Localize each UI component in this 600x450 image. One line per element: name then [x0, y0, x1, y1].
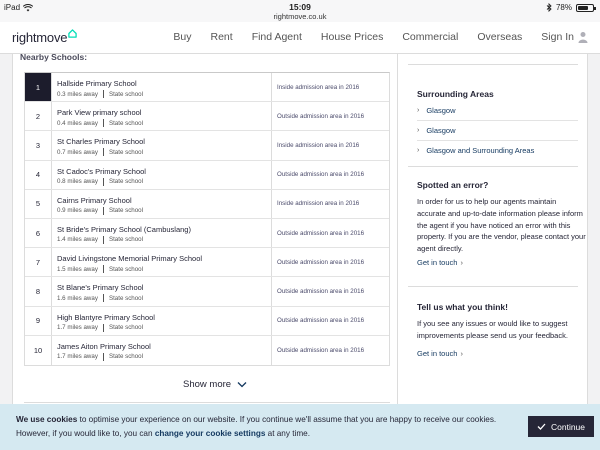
nav-sign-in[interactable]: Sign In — [541, 31, 574, 43]
school-name: St Cadoc's Primary School — [57, 166, 146, 176]
school-distance: 1.4 miles away — [57, 236, 98, 244]
school-rank: 2 — [25, 102, 52, 130]
cookie-banner — [0, 404, 600, 450]
admission-status: Outside admission area in 2016 — [277, 229, 365, 237]
school-name: Hallside Primary School — [57, 79, 137, 88]
school-distance: 1.7 miles away — [57, 324, 98, 331]
table-row[interactable] — [25, 307, 389, 336]
admission-status: Inside admission area in 2016 — [277, 83, 360, 91]
main-nav — [154, 31, 588, 43]
school-rank: 9 — [25, 307, 52, 335]
table-row[interactable] — [25, 102, 389, 131]
nav-house-prices[interactable]: House Prices — [320, 31, 384, 43]
admission-status: Outside admission area in 2016 — [277, 112, 365, 120]
cookie-continue-button[interactable]: Continue — [528, 416, 594, 437]
spotted-error-title: Spotted an error? — [417, 180, 489, 190]
battery-percent: 78% — [555, 3, 572, 12]
device-name: iPad — [4, 3, 21, 12]
clock: 15:09 — [289, 2, 311, 12]
get-in-touch-link[interactable]: Get in touch › — [417, 258, 463, 267]
school-name: St Bride's Primary School (Cambuslang) — [57, 224, 191, 234]
school-distance: 0.4 miles away — [57, 119, 98, 127]
feedback-text: If you see any issues or would like to suggest improvements please send us your feedback. — [417, 319, 568, 340]
school-type: State school — [108, 90, 143, 98]
divider — [408, 286, 578, 287]
school-rank: 3 — [25, 131, 52, 159]
school-rank: 7 — [25, 248, 52, 276]
chevron-right-icon: › — [417, 147, 420, 154]
admission-status: Outside admission area in 2016 — [277, 171, 365, 179]
chevron-right-icon: › — [460, 258, 463, 267]
school-type: State school — [108, 324, 143, 331]
nav-commercial[interactable]: Commercial — [402, 31, 459, 43]
school-type: State school — [108, 265, 143, 273]
admission-status: Inside admission area in 2016 — [277, 141, 360, 149]
school-distance: 0.8 miles away — [57, 178, 98, 186]
school-type: State school — [108, 178, 143, 186]
nav-overseas[interactable]: Overseas — [477, 31, 523, 43]
school-type: State school — [108, 207, 143, 215]
divider — [417, 120, 578, 121]
area-link-glasgow-surrounding[interactable]: › Glasgow and Surrounding Areas — [417, 146, 535, 155]
school-name: High Blantyre Primary School — [57, 312, 155, 322]
spotted-error-text: In order for us to help our agents maintain accurate and up-to-date information please inform the agent if you have noticed an error with this property. If you are the vendor, please contact your agent directly. — [417, 197, 586, 254]
house-logo-icon — [68, 29, 77, 38]
nearby-schools-title: Nearby Schools: — [20, 52, 88, 62]
feedback-title: Tell us what you think! — [417, 302, 508, 312]
divider — [408, 166, 578, 167]
chevron-down-icon — [237, 381, 247, 388]
school-rank: 6 — [25, 219, 52, 247]
divider — [417, 140, 578, 141]
admission-status: Outside admission area in 2016 — [277, 258, 365, 266]
area-link-glasgow[interactable]: › Glasgow — [417, 106, 456, 115]
site-header — [0, 22, 600, 54]
school-type: State school — [108, 236, 143, 244]
school-type: State school — [108, 294, 143, 302]
school-name: St Charles Primary School — [57, 137, 145, 147]
admission-status: Outside admission area in 2016 — [277, 317, 365, 325]
school-name: James Aiton Primary School — [57, 341, 151, 351]
cookie-message: We use cookies to optimise your experience on our website. If you continue we'll assume that you are happy to receive our cookies. However, if you would like to, you can change your cookie settings at any time. — [16, 415, 497, 438]
school-distance: 1.7 miles away — [57, 353, 98, 361]
chevron-right-icon: › — [417, 127, 420, 134]
show-more-label: Show more — [183, 379, 232, 390]
table-row[interactable] — [25, 277, 389, 306]
school-name: St Blane's Primary School — [57, 283, 144, 293]
table-row[interactable] — [25, 219, 389, 248]
show-more-button[interactable] — [183, 379, 247, 390]
get-in-touch-feedback-link[interactable]: Get in touch › — [417, 349, 463, 358]
battery-icon — [576, 4, 594, 12]
area-link-glasgow-2[interactable]: › Glasgow — [417, 126, 456, 135]
user-icon[interactable] — [578, 31, 588, 43]
school-type: State school — [108, 119, 143, 127]
admission-status: Inside admission area in 2016 — [277, 200, 360, 208]
address-bar-url[interactable]: rightmove.co.uk — [273, 12, 327, 21]
admission-status: Outside admission area in 2016 — [277, 346, 365, 354]
admission-status: Outside admission area in 2016 — [277, 287, 365, 295]
school-distance: 1.6 miles away — [57, 294, 98, 302]
table-row[interactable] — [25, 161, 389, 190]
nav-buy[interactable]: Buy — [173, 31, 192, 43]
school-rank: 1 — [25, 73, 52, 101]
school-name: Cairns Primary School — [57, 195, 132, 205]
school-name: David Livingstone Memorial Primary School — [57, 254, 203, 264]
school-distance: 0.9 miles away — [57, 207, 98, 215]
school-rank: 4 — [25, 161, 52, 189]
school-name: Park View primary school — [57, 108, 142, 118]
nav-find-agent[interactable]: Find Agent — [251, 31, 302, 43]
cookie-settings-link[interactable]: change your cookie settings — [154, 429, 266, 438]
status-bar — [0, 0, 600, 22]
nav-rent[interactable]: Rent — [210, 31, 233, 43]
table-row[interactable] — [25, 248, 389, 277]
school-rank: 8 — [25, 277, 52, 305]
divider — [24, 402, 390, 403]
school-distance: 1.5 miles away — [57, 265, 98, 273]
table-row[interactable] — [25, 73, 389, 102]
school-rank: 10 — [25, 336, 52, 365]
battery-level — [578, 6, 588, 10]
divider — [408, 64, 578, 65]
table-row[interactable] — [25, 131, 389, 160]
rightmove-logo[interactable]: rightmove — [12, 30, 77, 45]
chevron-right-icon: › — [460, 349, 463, 358]
surrounding-areas-title: Surrounding Areas — [417, 89, 494, 99]
school-distance: 0.7 miles away — [57, 148, 98, 156]
schools-table — [24, 72, 390, 366]
school-type: State school — [108, 148, 143, 156]
school-rank: 5 — [25, 190, 52, 218]
table-row[interactable] — [25, 336, 389, 365]
checkmark-icon — [537, 423, 546, 430]
school-type: State school — [108, 353, 143, 361]
bluetooth-icon — [546, 3, 552, 12]
table-row[interactable] — [25, 190, 389, 219]
chevron-right-icon: › — [417, 107, 420, 114]
school-distance: 0.3 miles away — [57, 90, 98, 98]
